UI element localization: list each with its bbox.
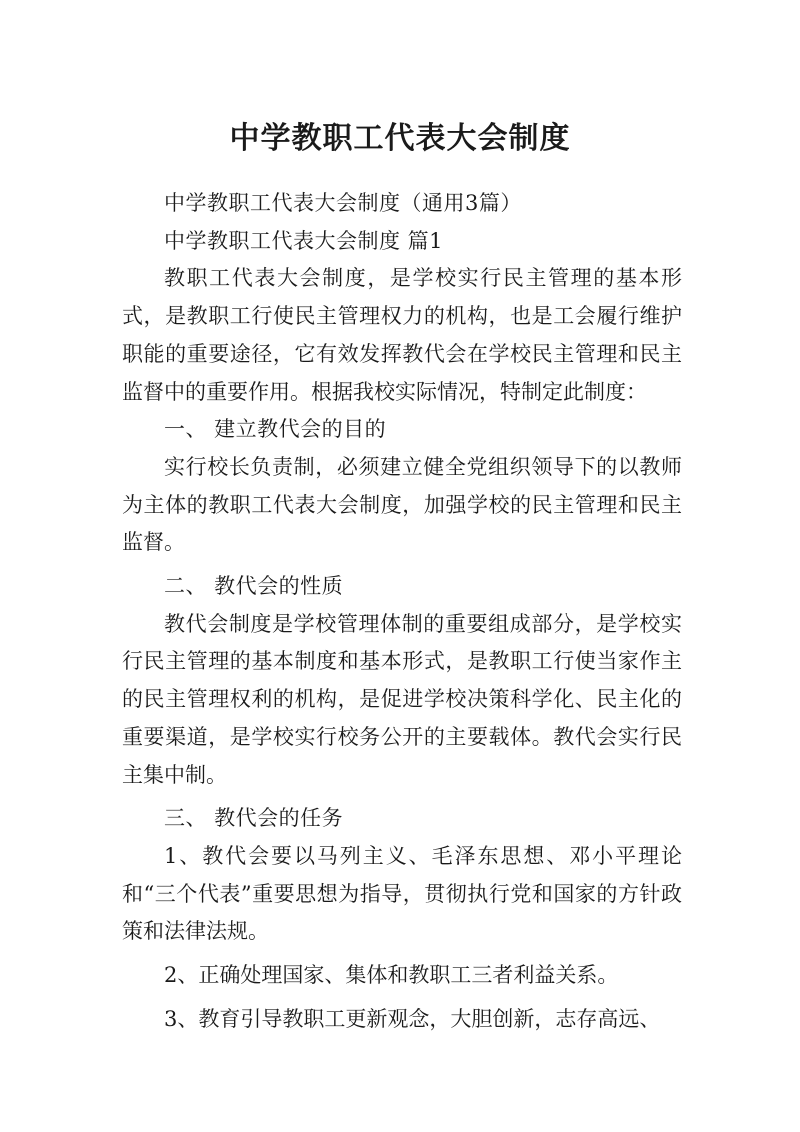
section-heading-purpose: 一、 建立教代会的目的 [164,417,387,442]
section-heading-nature: 二、 教代会的性质 [164,574,344,599]
document-title: 中学教职工代表大会制度 [229,121,571,157]
section-heading-part-1: 中学教职工代表大会制度 篇1 [164,228,444,253]
document-body [122,185,682,1038]
task-item-1: 1、教代会要以马列主义、毛泽东思想、邓小平理论和“三个代表”重要思想为指导，贯彻执行党和国家的方针政策和法律法规。 [122,843,682,944]
task-item-3: 3、教育引导教职工更新观念，大胆创新，志存高远、 [164,1006,661,1031]
document-subtitle: 中学教职工代表大会制度（通用3篇） [164,191,522,215]
purpose-paragraph: 实行校长负责制，必须建立健全党组织领导下的以教师为主体的教职工代表大会制度，加强学校的民主管理和民主监督。 [122,454,682,555]
nature-paragraph: 教代会制度是学校管理体制的重要组成部分，是学校实行民主管理的基本制度和基本形式，是教职工行使当家作主的民主管理权利的机构，是促进学校决策科学化、民主化的重要渠道，是学校实行校务公开的主要载体。教代会实行民主集中制。 [122,611,682,787]
task-item-2: 2、正确处理国家、集体和教职工三者利益关系。 [164,963,619,988]
section-heading-tasks: 三、 教代会的任务 [164,806,344,831]
intro-paragraph: 教职工代表大会制度，是学校实行民主管理的基本形式，是教职工行使民主管理权力的机构，也是工会履行维护职能的重要途径，它有效发挥教代会在学校民主管理和民主监督中的重要作用。根据我校实际情况，特制定此制度： [122,266,682,404]
